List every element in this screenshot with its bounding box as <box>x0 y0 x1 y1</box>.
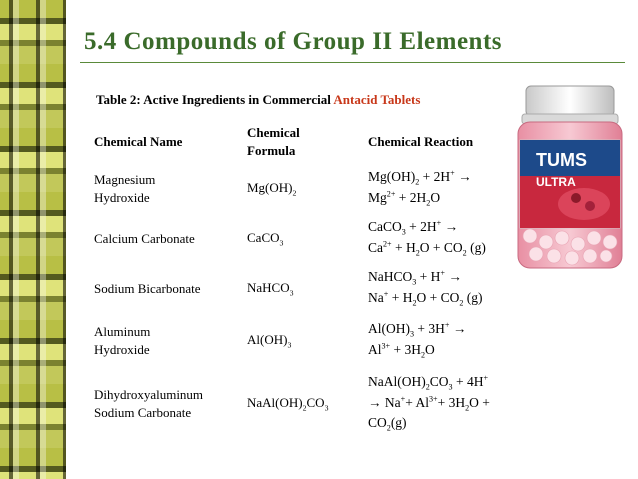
title-divider <box>80 62 625 63</box>
cell-reaction: CaCO$_3$ + 2H+ → $Ca^{2+} + H_2O + CO_2$ (g) <box>368 218 486 258</box>
table-row <box>90 314 532 368</box>
table-header-row <box>90 120 532 164</box>
cell-formula: $NaAl(OH)_2CO_3$ <box>247 394 329 413</box>
table-row <box>90 368 532 440</box>
cell-chemical-name: Calcium Carbonate <box>94 231 195 247</box>
jar-sub-text: ULTRA <box>536 175 576 189</box>
cell-reaction: $Al(OH)_3 + 3H^+$ → $Al^{3+} + 3H_2O$ <box>368 320 467 360</box>
header-chemical-reaction: Chemical Reaction <box>368 134 474 150</box>
antacid-jar-image <box>512 80 628 272</box>
table-row <box>90 164 532 214</box>
decorative-side-strip <box>0 0 66 479</box>
cell-reaction: $NaAl(OH)_2CO_3 + 4H^+$ → $Na^++ Al^{3+}+ 3H_2O$ + $CO_2(g)$ <box>368 373 490 433</box>
caption-text: Table 2: Active Ingredients in Commercial <box>96 92 334 107</box>
cell-chemical-name: Magnesium Hydroxide <box>94 172 156 205</box>
cell-formula: $Mg(OH)_2$ <box>247 179 297 198</box>
cell-chemical-name: Dihydroxyaluminum Sodium Carbonate <box>94 387 204 420</box>
cell-formula: CaCO$_3$ <box>247 229 284 248</box>
cell-formula: NaHCO$_3$ <box>247 279 294 298</box>
table-caption <box>96 92 420 108</box>
cell-chemical-name: Sodium Bicarbonate <box>94 281 201 297</box>
header-chemical-name: Chemical Name <box>94 134 183 150</box>
jar-brand-text: TUMS <box>536 150 587 170</box>
cell-chemical-name: Aluminum Hydroxide <box>94 324 151 357</box>
cell-reaction: NaHCO$_3$ + H+ → $Na^+ + H_2O + CO_2$ (g) <box>368 268 483 308</box>
cell-reaction: $Mg(OH)_2 + 2H^+$ → $Mg^{2+} + 2H_2O$ <box>368 168 472 208</box>
caption-highlight: Antacid Tablets <box>333 92 421 107</box>
header-chemical-formula: Chemical Formula <box>247 125 300 158</box>
ingredients-table <box>90 120 532 440</box>
slide-title: 5.4 Compounds of Group II Elements <box>84 28 503 55</box>
table-row <box>90 264 532 314</box>
table-row <box>90 214 532 264</box>
cell-formula: $Al(OH)_3$ <box>247 331 292 350</box>
